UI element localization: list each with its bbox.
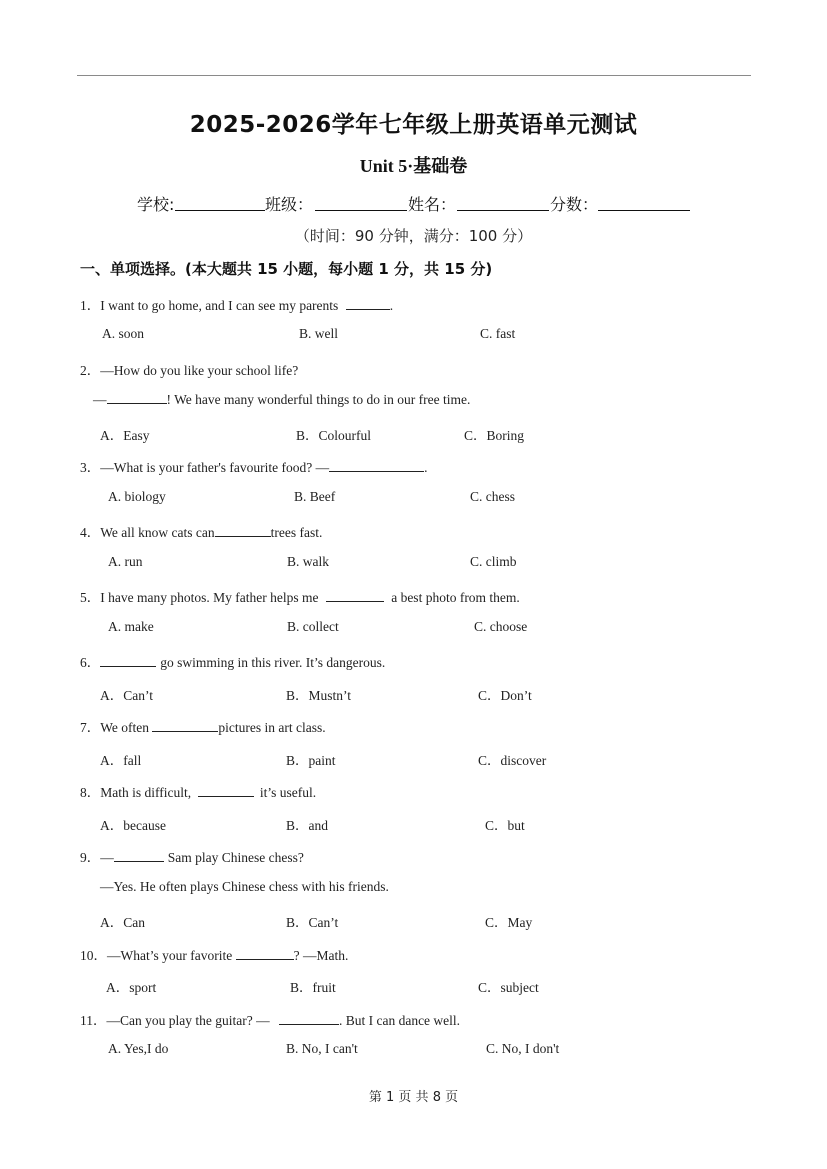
question-3: 3．—What is your father's favourite food? — .	[80, 460, 428, 475]
option-c[interactable]: C．subject	[478, 980, 539, 995]
page-subtitle: Unit 5·基础卷	[359, 156, 468, 176]
answer-blank[interactable]	[152, 719, 218, 732]
option-c[interactable]: C．Don’t	[478, 688, 532, 703]
score-blank[interactable]	[598, 192, 690, 211]
answer-blank[interactable]	[100, 654, 156, 667]
answer-blank[interactable]	[329, 459, 424, 472]
option-a[interactable]: A．sport	[106, 980, 157, 995]
answer-blank[interactable]	[215, 524, 271, 537]
student-info-row	[0, 192, 827, 216]
answer-blank[interactable]	[279, 1012, 339, 1025]
question-2-line-2: — ! We have many wonderful things to do in our free time.	[93, 392, 471, 407]
option-b[interactable]: B．Colourful	[296, 428, 372, 443]
option-a[interactable]: A．Can’t	[100, 688, 153, 703]
option-c[interactable]: C. No, I don't	[486, 1041, 560, 1056]
class-label: 班级：	[265, 195, 314, 214]
answer-blank[interactable]	[326, 589, 384, 602]
time-info: （时间：90 分钟，满分：100 分）	[294, 227, 533, 245]
option-c[interactable]: C. choose	[474, 619, 528, 634]
option-a[interactable]: A. Yes,I do	[108, 1041, 169, 1056]
option-c[interactable]: C. climb	[470, 554, 517, 569]
answer-blank[interactable]	[236, 947, 294, 960]
option-a[interactable]: A．fall	[100, 753, 142, 768]
question-2: 2．—How do you like your school life?	[80, 363, 299, 378]
section-heading: 一、单项选择。(本大题共 15 小题，每小题 1 分，共 15 分)	[80, 260, 493, 278]
question-9: 9．— Sam play Chinese chess?	[80, 850, 304, 865]
option-a[interactable]: A．because	[100, 818, 166, 833]
option-c[interactable]: C．Boring	[464, 428, 525, 443]
option-b[interactable]: B．paint	[286, 753, 336, 768]
question-8: 8．Math is difficult, it’s useful.	[80, 785, 317, 800]
answer-blank[interactable]	[346, 297, 390, 310]
answer-blank[interactable]	[107, 391, 167, 404]
page-title: 2025-2026学年七年级上册英语单元测试	[189, 112, 638, 138]
school-blank[interactable]	[175, 192, 265, 211]
question-7: 7．We often pictures in art class.	[80, 720, 326, 735]
class-blank[interactable]	[315, 192, 407, 211]
option-c[interactable]: C．but	[485, 818, 525, 833]
option-c[interactable]: C. fast	[480, 326, 516, 341]
school-label: 学校:	[137, 195, 175, 214]
name-label: 姓名：	[408, 195, 457, 214]
option-a[interactable]: A．Easy	[100, 428, 150, 443]
option-b[interactable]: B．Can’t	[286, 915, 339, 930]
answer-blank[interactable]	[198, 784, 254, 797]
option-c[interactable]: C．May	[485, 915, 533, 930]
option-b[interactable]: B．fruit	[290, 980, 336, 995]
question-10: 10．—What’s your favorite ? —Math.	[80, 948, 349, 963]
question-6: 6． go swimming in this river. It’s dangerous.	[80, 655, 386, 670]
option-b[interactable]: B．and	[286, 818, 328, 833]
question-4: 4．We all know cats can trees fast.	[80, 525, 323, 540]
option-b[interactable]: B. well	[299, 326, 338, 341]
name-blank[interactable]	[457, 192, 549, 211]
option-a[interactable]: A. make	[108, 619, 154, 634]
question-5: 5．I have many photos. My father helps me a best photo from them.	[80, 590, 520, 605]
option-a[interactable]: A. biology	[108, 489, 166, 504]
option-c[interactable]: C. chess	[470, 489, 515, 504]
answer-blank[interactable]	[114, 849, 164, 862]
question-1: 1．I want to go home, and I can see my parents .	[80, 298, 394, 313]
option-b[interactable]: B. collect	[287, 619, 339, 634]
option-b[interactable]: B. walk	[287, 554, 329, 569]
page-footer: 第 1 页 共 8 页	[368, 1090, 459, 1105]
top-rule	[77, 75, 751, 76]
option-c[interactable]: C．discover	[478, 753, 547, 768]
option-b[interactable]: B. Beef	[294, 489, 336, 504]
option-a[interactable]: A. run	[108, 554, 143, 569]
option-b[interactable]: B. No, I can't	[286, 1041, 358, 1056]
option-a[interactable]: A．Can	[100, 915, 145, 930]
question-11: 11．—Can you play the guitar? — . But I can dance well.	[80, 1013, 461, 1028]
question-9-line-2: —Yes. He often plays Chinese chess with his friends.	[100, 879, 389, 894]
option-b[interactable]: B．Mustn’t	[286, 688, 352, 703]
option-a[interactable]: A. soon	[102, 326, 145, 341]
score-label: 分数：	[550, 195, 599, 214]
